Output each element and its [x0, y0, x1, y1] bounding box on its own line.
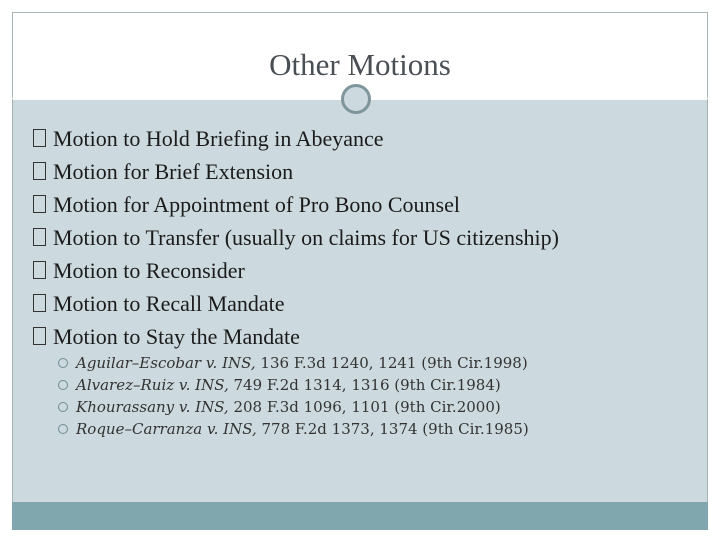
- list-item: [33, 155, 559, 188]
- case-cite: 136 F.3d 1240, 1241 (9th Cir.1998): [255, 354, 528, 372]
- list-item-label: Motion to Hold Briefing in Abeyance: [53, 126, 384, 151]
- case-name: Aguilar–Escobar v. INS,: [76, 354, 256, 372]
- header-divider-left: [12, 98, 334, 99]
- list-item-label: Motion to Reconsider: [53, 258, 245, 283]
- circle-bullet-icon: [58, 358, 68, 368]
- list-item-label: Motion to Stay the Mandate: [53, 324, 300, 349]
- case-name: Roque–Carranza v. INS,: [76, 420, 257, 438]
- case-name: Khourassany v. INS,: [76, 398, 229, 416]
- list-item: [33, 254, 559, 287]
- list-item: [33, 122, 559, 155]
- ring-ornament-icon: [341, 84, 371, 114]
- motion-list: [33, 122, 559, 353]
- list-item-label: Motion to Recall Mandate: [53, 291, 285, 316]
- box-bullet-icon: [33, 294, 46, 312]
- citation-item: [58, 374, 529, 396]
- list-item-label: Motion for Brief Extension: [53, 159, 294, 184]
- circle-bullet-icon: [58, 380, 68, 390]
- box-bullet-icon: [33, 228, 46, 246]
- list-item: [33, 221, 559, 254]
- citation-item: [58, 418, 529, 440]
- list-item: [33, 320, 559, 353]
- slide-title: Other Motions: [269, 47, 451, 82]
- case-name: Alvarez–Ruiz v. INS,: [76, 376, 229, 394]
- citation-list: [58, 352, 529, 440]
- case-cite: 208 F.3d 1096, 1101 (9th Cir.2000): [228, 398, 501, 416]
- header-divider-right: [388, 98, 708, 99]
- circle-bullet-icon: [58, 424, 68, 434]
- list-item-label: Motion to Transfer (usually on claims for US citizenship): [53, 225, 559, 250]
- case-cite: 749 F.2d 1314, 1316 (9th Cir.1984): [228, 376, 501, 394]
- list-item: [33, 287, 559, 320]
- box-bullet-icon: [33, 129, 46, 147]
- case-cite: 778 F.2d 1373, 1374 (9th Cir.1985): [256, 420, 529, 438]
- citation-item: [58, 396, 529, 418]
- list-item: [33, 188, 559, 221]
- footer-bar: [12, 502, 708, 530]
- box-bullet-icon: [33, 162, 46, 180]
- circle-bullet-icon: [58, 402, 68, 412]
- citation-item: [58, 352, 529, 374]
- box-bullet-icon: [33, 195, 46, 213]
- box-bullet-icon: [33, 261, 46, 279]
- box-bullet-icon: [33, 327, 46, 345]
- list-item-label: Motion for Appointment of Pro Bono Counsel: [53, 192, 460, 217]
